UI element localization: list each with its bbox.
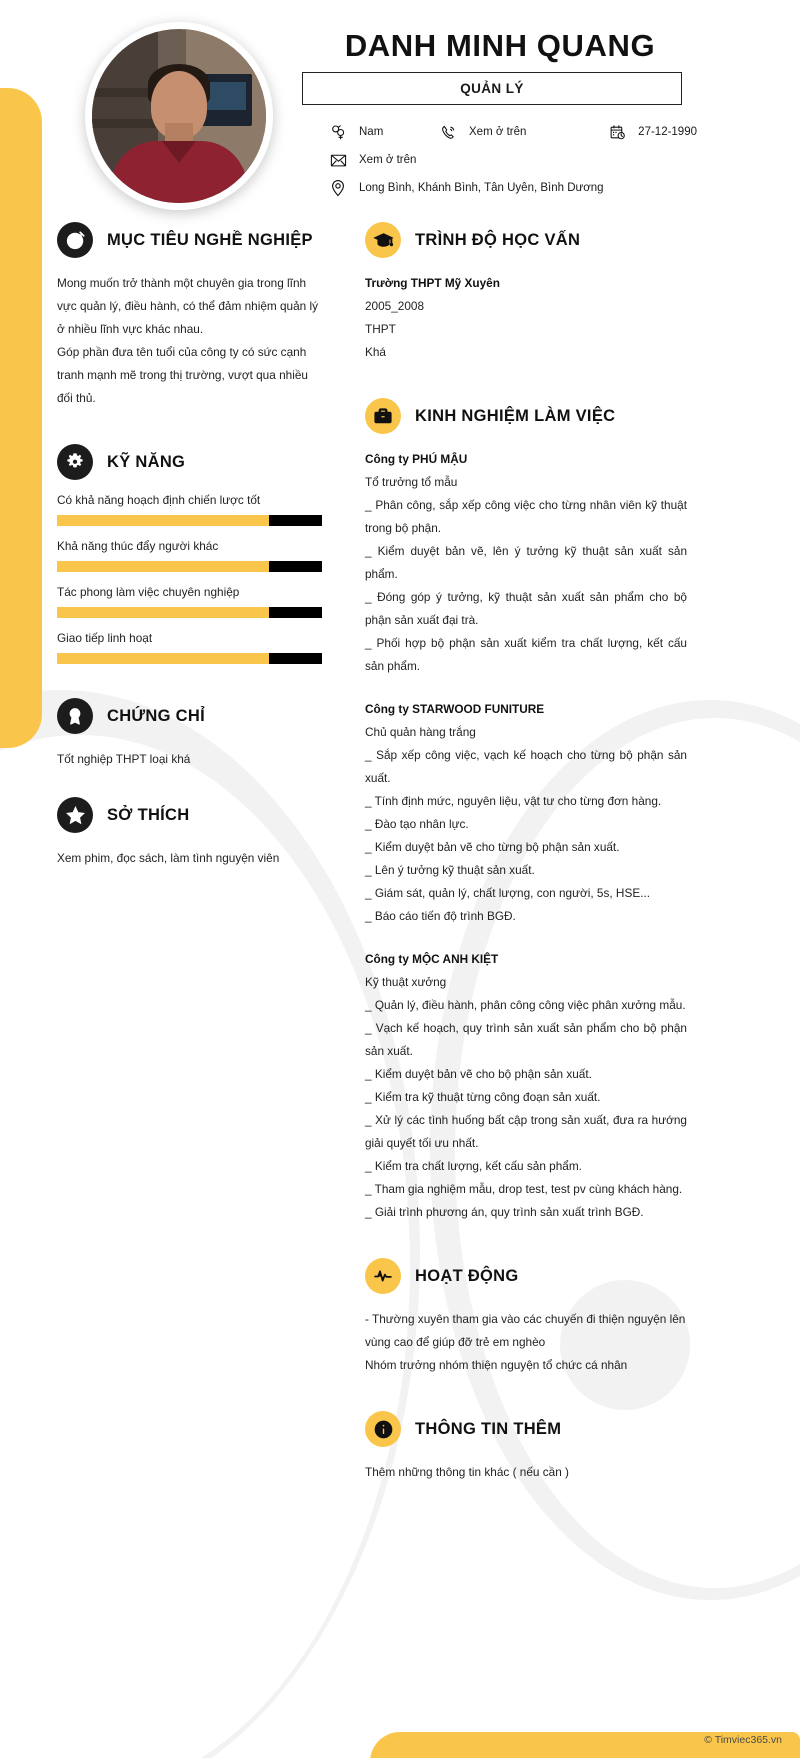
job-duty: _ Giám sát, quản lý, chất lượng, con người, 5s, HSE... — [365, 886, 651, 900]
skill-item — [57, 631, 322, 664]
additional-body — [365, 1461, 687, 1484]
email-icon — [327, 150, 349, 170]
section-additional-title: THÔNG TIN THÊM — [415, 1419, 562, 1438]
job-duty: _ Tham gia nghiệm mẫu, drop test, test pv cùng khách hàng. — [365, 1182, 683, 1196]
contact-address — [327, 178, 604, 198]
briefcase-icon — [365, 398, 401, 434]
skill-label: Có khả năng hoạch định chiến lược tốt — [57, 493, 261, 507]
job-duty: _ Kiểm duyệt bản vẽ cho từng bộ phận sản xuất. — [365, 840, 620, 854]
skill-progress-bar — [57, 561, 322, 572]
contact-email — [327, 150, 416, 170]
job-role: Chủ quản hàng trắng — [365, 725, 476, 739]
gear-icon — [57, 444, 93, 480]
skill-progress-fill — [57, 561, 269, 572]
job-duty: _ Kiểm tra kỹ thuật từng công đoạn sản xuất. — [365, 1090, 601, 1104]
job-duty: _ Phối hợp bộ phận sản xuất kiểm tra chất lượng, kết cấu sản phẩm. — [365, 636, 687, 673]
job-duty: _ Đào tạo nhân lực. — [365, 817, 469, 831]
phone-icon — [437, 122, 459, 142]
contact-phone — [437, 122, 526, 142]
section-activities-title: HOẠT ĐỘNG — [415, 1266, 519, 1285]
education-degree: THPT — [365, 322, 396, 336]
experience-item — [365, 698, 687, 928]
section-skills-title: KỸ NĂNG — [107, 452, 186, 471]
education-school: Trường THPT Mỹ Xuyên — [365, 276, 500, 290]
job-company: Công ty STARWOOD FUNITURE — [365, 702, 545, 716]
section-education-title: TRÌNH ĐỘ HỌC VẤN — [415, 230, 581, 249]
skill-label: Giao tiếp linh hoạt — [57, 631, 153, 645]
contact-row-2 — [327, 146, 697, 174]
graduation-cap-icon — [365, 222, 401, 258]
location-pin-icon — [327, 178, 349, 198]
section-education-header — [365, 222, 687, 258]
education-years: 2005_2008 — [365, 299, 425, 313]
job-duty: _ Kiểm duyệt bản vẽ cho bộ phận sản xuất. — [365, 1067, 592, 1081]
job-duty: _ Tính định mức, nguyên liệu, vật tư cho từng đơn hàng. — [365, 794, 662, 808]
activity-line: Nhóm trưởng nhóm thiện nguyện tổ chức cá nhân — [365, 1358, 628, 1372]
skill-label: Khả năng thúc đẩy người khác — [57, 539, 219, 553]
left-column — [57, 222, 322, 870]
job-duty: _ Vạch kế hoạch, quy trình sản xuất sản phẩm cho bộ phận sản xuất. — [365, 1021, 687, 1058]
gender-value: Nam — [359, 126, 384, 138]
medal-icon — [57, 698, 93, 734]
target-icon — [57, 222, 93, 258]
education-body — [365, 272, 687, 364]
skill-progress-fill — [57, 515, 269, 526]
hobby-item: Xem phim, đọc sách, làm tình nguyện viên — [57, 851, 280, 865]
contact-gender — [327, 122, 383, 142]
job-duty: _ Đóng góp ý tưởng, kỹ thuật sản xuất sản phẩm cho bộ phận sản xuất đại trà. — [365, 590, 687, 627]
section-objective-title: MỤC TIÊU NGHỀ NGHIỆP — [107, 230, 313, 249]
contact-row-1 — [327, 118, 697, 146]
hobbies-body — [57, 847, 322, 870]
activities-body — [365, 1308, 687, 1377]
job-duty: _ Báo cáo tiến độ trình BGĐ. — [365, 909, 516, 923]
address-value: Long Bình, Khánh Bình, Tân Uyên, Bình Dương — [359, 182, 604, 194]
certificates-body — [57, 748, 322, 771]
job-duty: _ Giải trình phương án, quy trình sản xuất trình BGĐ. — [365, 1205, 644, 1219]
skill-progress-bar — [57, 653, 322, 664]
birthday-value: 27-12-1990 — [638, 126, 697, 138]
yellow-accent-rail — [0, 88, 42, 748]
calendar-clock-icon — [606, 122, 628, 142]
section-activities-header — [365, 1258, 687, 1294]
section-hobbies-header — [57, 797, 322, 833]
skill-label: Tác phong làm việc chuyên nghiệp — [57, 585, 240, 599]
section-experience-title: KINH NGHIỆM LÀM VIỆC — [415, 406, 616, 425]
section-hobbies-title: SỞ THÍCH — [107, 805, 190, 824]
activity-pulse-icon — [365, 1258, 401, 1294]
contact-row-3 — [327, 174, 697, 202]
skill-item — [57, 539, 322, 572]
objective-body — [57, 272, 322, 410]
contact-birthday — [606, 122, 697, 142]
job-company: Công ty PHÚ MẬU — [365, 452, 468, 466]
photo-shelf-lower — [92, 119, 162, 128]
additional-line: Thêm những thông tin khác ( nếu cần ) — [365, 1465, 569, 1479]
section-certificates-title: CHỨNG CHỈ — [107, 706, 205, 725]
job-duty: _ Phân công, sắp xếp công việc cho từng nhân viên kỹ thuật trong bộ phận. — [365, 498, 687, 535]
job-role: Kỹ thuật xưởng — [365, 975, 447, 989]
certificate-item: Tốt nghiệp THPT loại khá — [57, 752, 191, 766]
job-duty: _ Quản lý, điều hành, phân công công việc phân xưởng mẫu. — [365, 998, 686, 1012]
star-icon — [57, 797, 93, 833]
job-title-text: QUẢN LÝ — [460, 81, 524, 96]
section-skills-header — [57, 444, 322, 480]
footer-credit: © Timviec365.vn — [704, 1734, 782, 1746]
right-column — [365, 222, 687, 1484]
experience-item — [365, 948, 687, 1224]
experience-item — [365, 448, 687, 678]
photo-neck — [165, 123, 193, 141]
avatar-image — [92, 29, 266, 203]
education-grade: Khá — [365, 345, 386, 359]
section-additional-header — [365, 1411, 687, 1447]
job-company: Công ty MỘC ANH KIỆT — [365, 952, 499, 966]
background-swirl-left-inner — [0, 735, 410, 1758]
section-certificates-header — [57, 698, 322, 734]
skill-progress-fill — [57, 607, 269, 618]
job-duty: _ Xử lý các tình huống bất cập trong sản xuất, đưa ra hướng giải quyết tối ưu nhất. — [365, 1113, 687, 1150]
objective-paragraph: Mong muốn trở thành một chuyên gia trong lĩnh vực quản lý, điều hành, có thể đảm nhiệm quản lý ở nhiều lĩnh vực khác nhau. — [57, 276, 319, 336]
skill-progress-fill — [57, 653, 269, 664]
job-title-box — [302, 72, 682, 105]
email-value: Xem ở trên — [359, 154, 417, 166]
phone-value: Xem ở trên — [469, 126, 527, 138]
job-duty: _ Sắp xếp công việc, vạch kế hoạch cho từng bộ phận sản xuất. — [365, 748, 687, 785]
contact-block — [327, 118, 697, 202]
job-duty: _ Lên ý tưởng kỹ thuật sản xuất. — [365, 863, 535, 877]
skill-item — [57, 493, 322, 526]
activity-line: - Thường xuyên tham gia vào các chuyến đi thiện nguyện lên vùng cao để giúp đỡ trẻ em nghèo — [365, 1312, 686, 1349]
skill-item — [57, 585, 322, 618]
skill-progress-bar — [57, 515, 322, 526]
section-objective-header — [57, 222, 322, 258]
page-title: DANH MINH QUANG — [344, 28, 656, 63]
section-experience-header — [365, 398, 687, 434]
avatar — [85, 22, 273, 210]
experience-body — [365, 448, 687, 1224]
skill-progress-bar — [57, 607, 322, 618]
info-icon — [365, 1411, 401, 1447]
job-role: Tổ trưởng tổ mẫu — [365, 475, 458, 489]
job-duty: _ Kiểm tra chất lượng, kết cấu sản phẩm. — [365, 1159, 582, 1173]
objective-paragraph: Góp phần đưa tên tuổi của công ty có sức cạnh tranh mạnh mẽ trong thị trường, vượt qua nhiều đối thủ. — [57, 345, 308, 405]
job-duty: _ Kiểm duyệt bản vẽ, lên ý tưởng kỹ thuật sản xuất sản phẩm. — [365, 544, 687, 581]
gender-icon — [327, 122, 349, 142]
